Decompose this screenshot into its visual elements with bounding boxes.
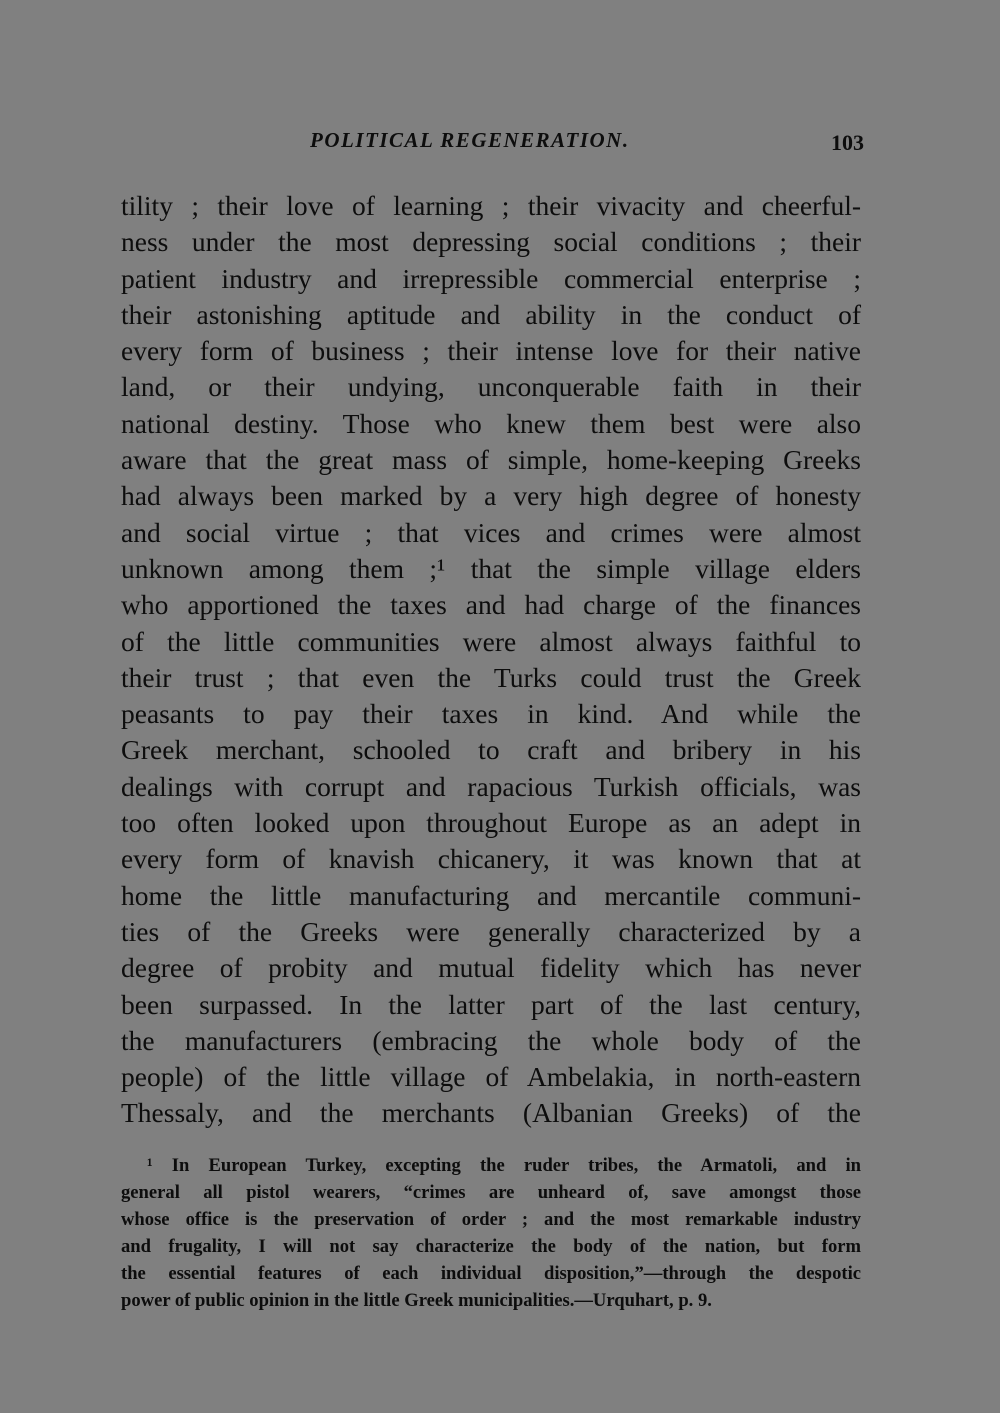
body-line: had always been marked by a very high degree of honesty [121,480,861,512]
footnote [121,1152,861,1314]
body-line: every form of knavish chicanery, it was known that at [121,843,861,875]
body-line: home the little manufacturing and mercantile communi- [121,879,861,911]
body-line: ties of the Greeks were generally characterized by a [121,915,861,947]
body-line: every form of business ; their intense love for their native [121,335,861,367]
running-head-title: POLITICAL REGENERATION. [310,128,630,152]
body-line: patient industry and irrepressible commercial enterprise ; [121,262,861,294]
body-line: tility ; their love of learning ; their vivacity and cheerful- [121,190,861,221]
body-line: been surpassed. In the latter part of the last century, [121,988,861,1020]
body-line: Thessaly, and the merchants (Albanian Greeks) of the [121,1097,861,1129]
body-line: unknown among them ;¹ that the simple village elders [121,552,861,584]
body-line: who apportioned the taxes and had charge of the finances [121,589,861,621]
body-line: too often looked upon throughout Europe as an adept in [121,807,861,839]
footnote-line: general all pistol wearers, “crimes are unheard of, save amongst those [121,1182,861,1203]
footnote-line: ¹ In European Turkey, excepting the ruder tribes, the Armatoli, and in [147,1155,861,1176]
body-line: their trust ; that even the Turks could trust the Greek [121,661,861,693]
footnote-line: whose office is the preservation of order ; and the most remarkable industry [121,1209,861,1230]
body-line: people) of the little village of Ambelakia, in north-eastern [121,1061,861,1093]
body-line: peasants to pay their taxes in kind. And while the [121,698,861,730]
footnote-line: and frugality, I will not say characterize the body of the nation, but form [121,1236,861,1257]
body-line: degree of probity and mutual fidelity which has never [121,952,861,984]
page-number: 103 [831,130,864,155]
body-text [121,188,861,1132]
body-line: Greek merchant, schooled to craft and bribery in his [121,734,861,766]
body-line: aware that the great mass of simple, home-keeping Greeks [121,444,861,476]
running-head [120,128,864,160]
body-line: national destiny. Those who knew them best were also [121,407,861,439]
footnote-line: the essential features of each individual disposition,”—through the despotic [121,1263,861,1284]
body-line: of the little communities were almost always faithful to [121,625,861,657]
body-line: and social virtue ; that vices and crimes were almost [121,516,861,548]
body-line: ness under the most depressing social conditions ; their [121,226,861,258]
body-line: dealings with corrupt and rapacious Turkish officials, was [121,770,861,802]
body-line: their astonishing aptitude and ability in the conduct of [121,298,861,330]
body-line: land, or their undying, unconquerable faith in their [121,371,861,403]
footnote-line: power of public opinion in the little Greek municipalities.—Urquhart, p. 9. [121,1290,712,1311]
body-line: the manufacturers (embracing the whole body of the [121,1024,861,1056]
